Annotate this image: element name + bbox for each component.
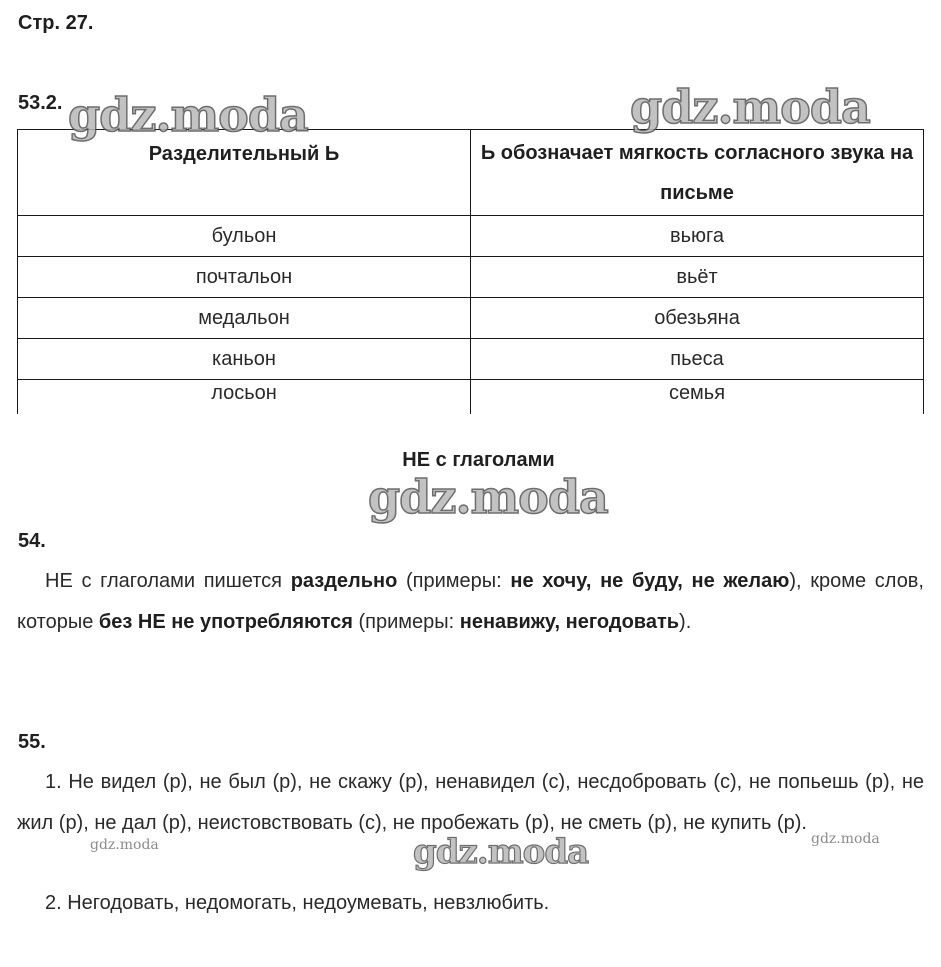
table-cell: каньон bbox=[18, 339, 471, 380]
exercise-55-item-1: 1. Не видел (р), не был (р), не скажу (р), ненавидел (с), несдобровать (с), не попьешь (р), не жил (р), не дал (р), неистовствовать (с), не пробежать (р), не сметь (р), не купить (р). bbox=[17, 771, 924, 834]
emphasized-text: без НЕ не употребляются bbox=[98, 611, 353, 633]
watermark: gdz.moda bbox=[368, 470, 608, 524]
table-row bbox=[18, 339, 924, 380]
table-cell: медальон bbox=[18, 298, 471, 339]
watermark: gdz.moda bbox=[630, 80, 870, 134]
text-fragment: (примеры: bbox=[397, 570, 511, 592]
table-cell: бульон bbox=[18, 216, 471, 257]
table-row bbox=[18, 257, 924, 298]
watermark: gdz.moda bbox=[413, 832, 589, 872]
table-cell: вьюга bbox=[471, 216, 924, 257]
exercise-number-53-2: 53.2. bbox=[18, 92, 63, 114]
table-cell: обезьяна bbox=[471, 298, 924, 339]
exercise-54-text bbox=[17, 561, 924, 643]
exercise-number-54: 54. bbox=[18, 530, 46, 552]
table-row bbox=[18, 380, 924, 415]
watermark-small: gdz.moda bbox=[811, 831, 880, 847]
table-header-row bbox=[18, 130, 924, 216]
text-fragment: (примеры: bbox=[352, 611, 460, 633]
page-label: Стр. 27. bbox=[18, 12, 94, 34]
header-softness-soft-sign: Ь обозначает мягкость согласного звука на письме bbox=[471, 130, 924, 216]
table-cell: вьёт bbox=[471, 257, 924, 298]
text-fragment: НЕ с глаголами пишется bbox=[45, 570, 291, 592]
table-cell: лосьон bbox=[18, 380, 471, 415]
exercise-55-item-2: 2. Негодовать, недомогать, недоумевать, невзлюбить. bbox=[45, 892, 550, 914]
text-fragment: ). bbox=[679, 611, 692, 633]
emphasized-text: ненавижу, негодовать bbox=[459, 611, 680, 633]
text-fragment: ), кроме слов, которые bbox=[17, 570, 924, 633]
emphasized-text: раздельно bbox=[290, 570, 398, 592]
table-row bbox=[18, 216, 924, 257]
table-cell: семья bbox=[471, 380, 924, 415]
section-title: НЕ с глаголами bbox=[402, 449, 555, 471]
table-row bbox=[18, 298, 924, 339]
header-separating-soft-sign: Разделительный Ь bbox=[18, 130, 471, 216]
watermark: gdz.moda bbox=[68, 88, 308, 142]
watermark-small: gdz.moda bbox=[90, 837, 159, 853]
emphasized-text: не хочу, не буду, не желаю bbox=[510, 570, 790, 592]
table-cell: пьеса bbox=[471, 339, 924, 380]
table-cell: почтальон bbox=[18, 257, 471, 298]
exercise-number-55: 55. bbox=[18, 731, 46, 753]
soft-sign-table bbox=[17, 129, 924, 414]
